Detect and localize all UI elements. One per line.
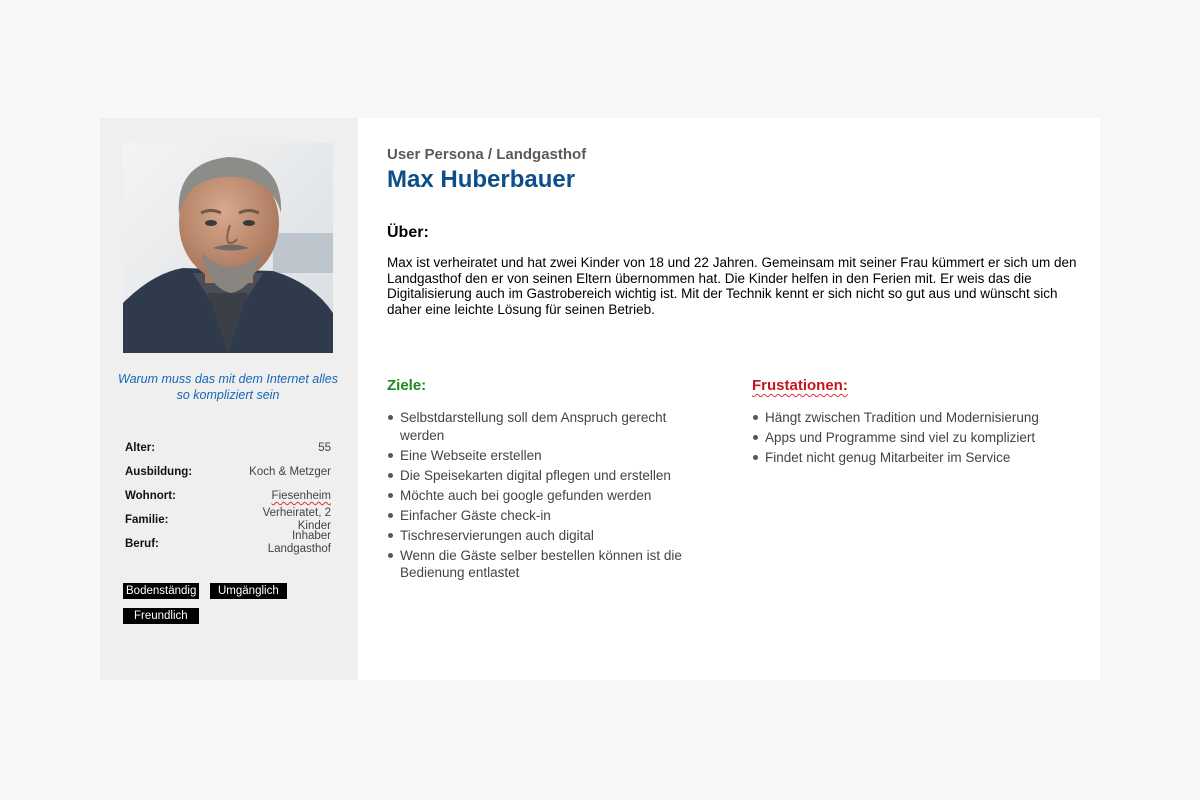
page-subtitle: User Persona / Landgasthof [387, 146, 587, 163]
fact-label: Wohnort: [125, 490, 176, 502]
fact-value-line: Inhaber [291, 530, 331, 542]
list-item: Hängt zwischen Tradition und Modernisierung [752, 409, 1072, 427]
fact-label: Familie: [125, 514, 169, 526]
list-item: Selbstdarstellung soll dem Anspruch gerecht werden [387, 409, 687, 444]
list-item: Einfacher Gäste check-in [387, 507, 687, 525]
persona-name: Max Huberbauer [387, 166, 576, 193]
frustrations-heading [752, 377, 848, 394]
persona-sidebar [100, 118, 358, 680]
list-item: Findet nicht genug Mitarbeiter im Service [752, 449, 1072, 467]
fact-value-line: Landgasthof [267, 542, 331, 555]
persona-portrait-image [123, 143, 333, 353]
fact-label: Beruf: [125, 538, 159, 550]
fact-education [125, 464, 331, 488]
fact-value: Fiesenheim [271, 490, 331, 502]
about-text: Max ist verheiratet und hat zwei Kinder von 18 und 22 Jahren. Gemeinsam mit seiner Frau kümmert er sich um den Landgasthof den er von seinen Eltern übernommen hat. Die Kinder helfen in den Ferien mit. Er weis das die Digitalisierung auch im Gastrobereich wichtig ist. Mit der Technik kennt er sich nicht so gut aus und wünscht sich daher eine leichte Lösung für seinen Betrieb. [387, 255, 1077, 317]
fact-value [268, 530, 331, 555]
list-item: Möchte auch bei google gefunden werden [387, 487, 687, 505]
frustrations-list [752, 409, 1072, 469]
fact-value [263, 507, 331, 532]
fact-label: Ausbildung: [125, 466, 193, 478]
tag: Umgänglich [210, 583, 287, 599]
fact-value: 55 [318, 442, 331, 454]
fact-age [125, 440, 331, 464]
persona-card [100, 118, 1100, 680]
fact-occupation [125, 530, 331, 560]
goals-list [387, 409, 687, 584]
list-item: Apps und Programme sind viel zu kompliziert [752, 429, 1072, 447]
list-item: Eine Webseite erstellen [387, 447, 687, 465]
fact-value-line: Kinder [297, 519, 331, 532]
persona-main [358, 118, 1100, 680]
about-heading: Über: [387, 224, 429, 241]
list-item: Die Speisekarten digital pflegen und erstellen [387, 467, 687, 485]
goals-heading: Ziele: [387, 377, 427, 394]
fact-value: Koch & Metzger [249, 466, 331, 478]
frustrations-heading-text: Frustationen: [752, 377, 848, 394]
list-item: Wenn die Gäste selber bestellen können ist die Bedienung entlastet [387, 547, 687, 582]
list-item: Tischreservierungen auch digital [387, 527, 687, 545]
fact-value-line: Verheiratet, 2 [262, 507, 331, 519]
persona-quote: Warum muss das mit dem Internet alles so kompliziert sein [118, 372, 338, 402]
tag: Freundlich [123, 608, 199, 624]
tag: Bodenständig [123, 583, 199, 599]
persona-photo [123, 143, 333, 353]
fact-label: Alter: [125, 442, 156, 454]
